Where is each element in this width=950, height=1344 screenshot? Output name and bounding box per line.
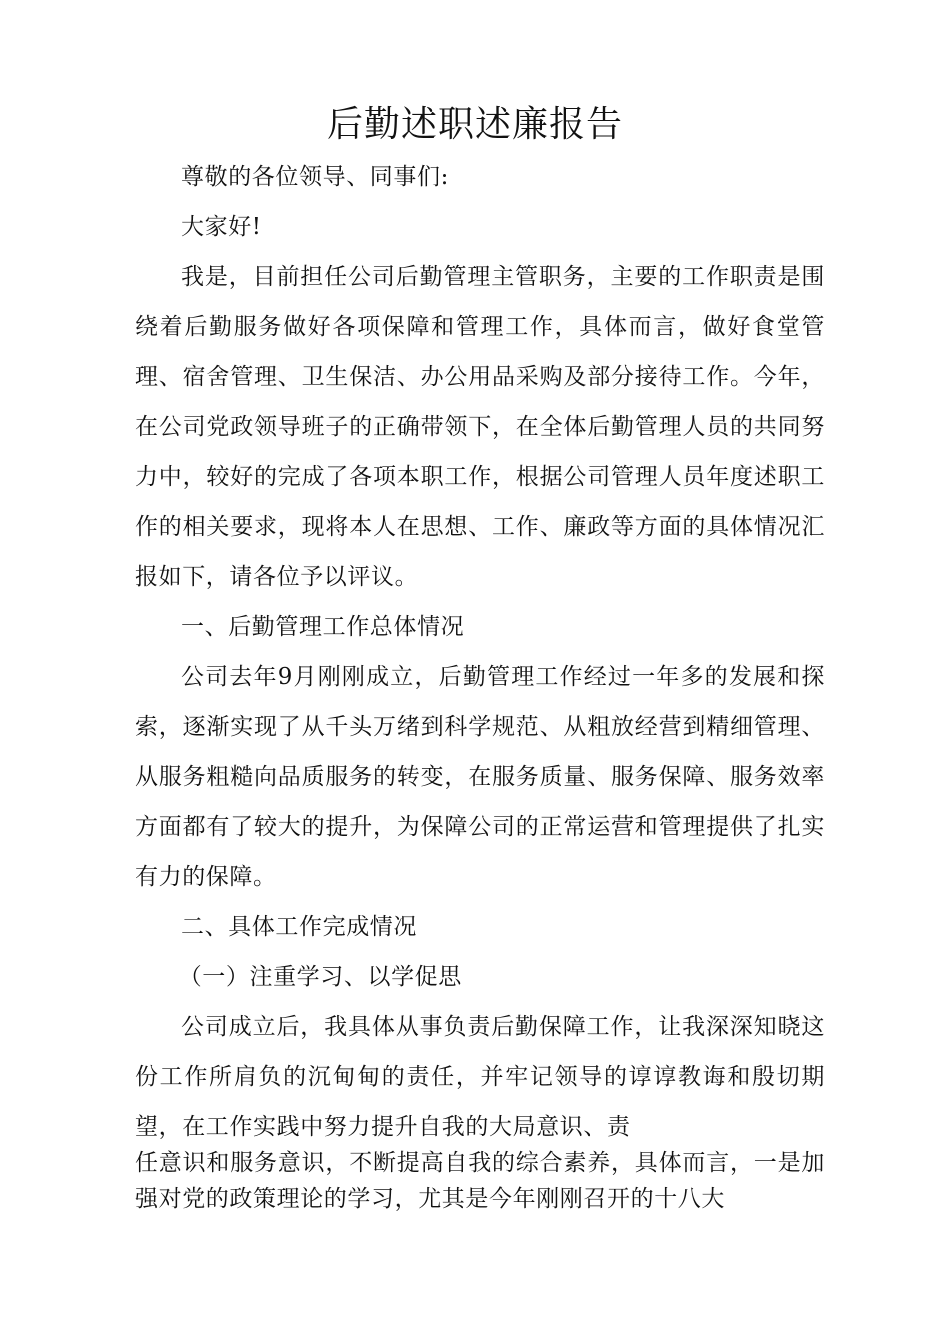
study-paragraph: 公司成立后，我具体从事负责后勤保障工作，让我深深知晓这份工作所肩负的沉甸甸的责任，并牢记领导的谆谆教诲和殷切期望，在工作实践中努力提升自我的大局意识、责 — [135, 1014, 825, 1140]
intro-paragraph: 我是，目前担任公司后勤管理主管职务，主要的工作职责是围绕着后勤服务做好各项保障和管理工作，具体而言，做好食堂管理、宿舍管理、卫生保洁、办公用品采购及部分接待工作。今年，在公司党政领导班子的正确带领下，在全体后勤管理人员的共同努力中，较好的完成了各项本职工作，根据公司管理人员年度述职工作的相关要求，现将本人在思想、工作、廉政等方面的具体情况汇报如下，请各位予以评议。 — [135, 264, 825, 590]
overview-paragraph: 公司去年9月刚刚成立，后勤管理工作经过一年多的发展和探索，逐渐实现了从千头万绪到科学规范、从粗放经营到精细管理、从服务粗糙向品质服务的转变，在服务质量、服务保障、服务效率方面都有了较大的提升，为保障公司的正常运营和管理提供了扎实有力的保障。 — [135, 664, 825, 890]
section-heading-1: 一、后勤管理工作总体情况 — [181, 614, 465, 640]
continuation-text: 任意识和服务意识，不断提高自我的综合素养，具体而言，一是加强对党的政策理论的学习，尤其是今年刚刚召开的十八大 — [135, 1150, 825, 1212]
section-heading-2: 二、具体工作完成情况 — [181, 914, 417, 940]
document-title: 后勤述职述廉报告 — [326, 104, 623, 145]
subsection-heading-1: （一）注重学习、以学促思 — [178, 964, 462, 990]
document-body — [135, 152, 825, 1152]
salutation: 尊敬的各位领导、同事们: — [181, 164, 449, 190]
greeting: 大家好! — [181, 214, 262, 240]
